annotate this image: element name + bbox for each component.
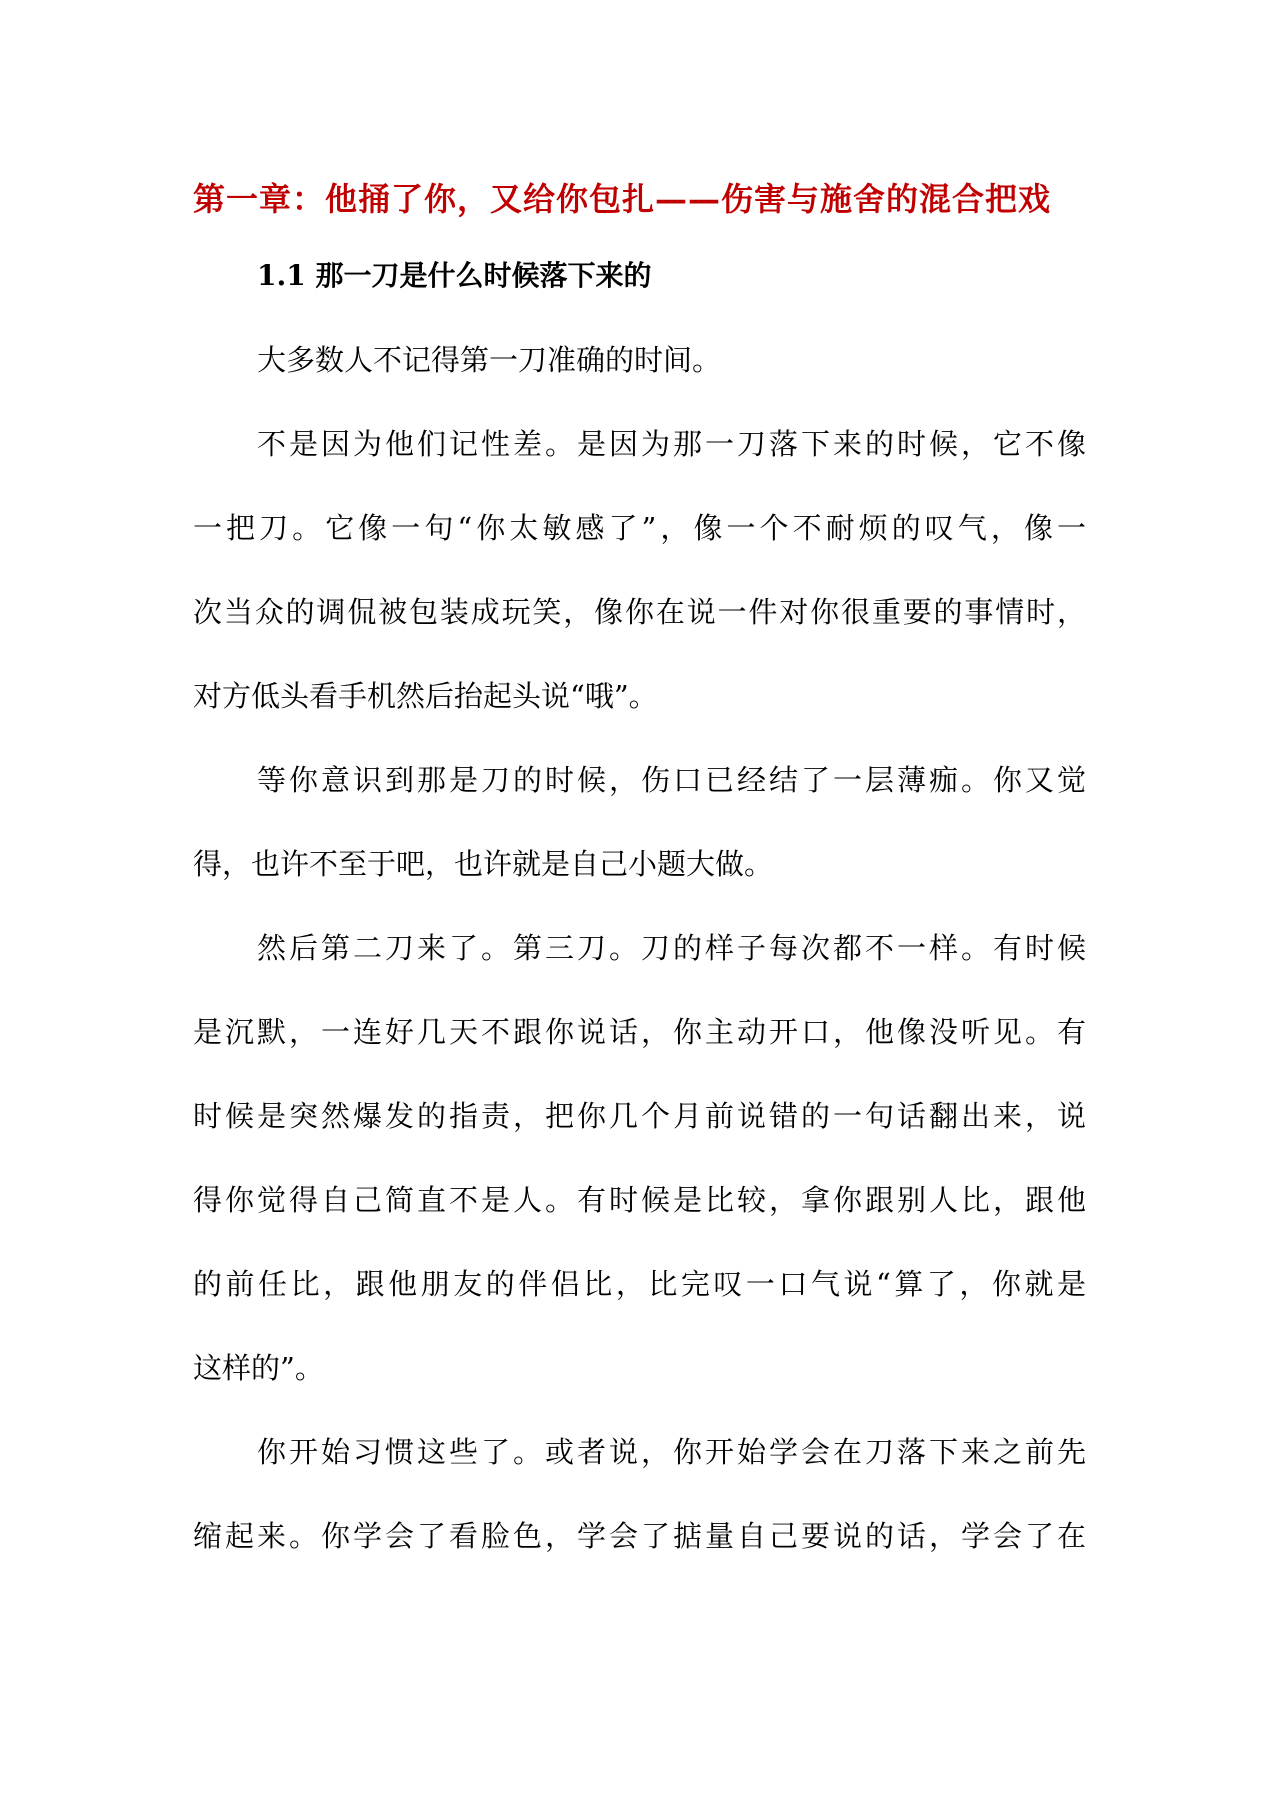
paragraph-line: 次当众的调侃被包装成玩笑，像你在说一件对你很重要的事情时，	[193, 595, 1086, 629]
paragraph-line: 对方低头看手机然后抬起头说“哦”。	[193, 679, 658, 713]
paragraph-line: 缩起来。你学会了看脸色，学会了掂量自己要说的话，学会了在	[193, 1519, 1086, 1553]
paragraph-line: 得，也许不至于吧，也许就是自己小题大做。	[193, 847, 774, 881]
paragraph-line: 你开始习惯这些了。或者说，你开始学会在刀落下来之前先	[257, 1435, 1086, 1469]
paragraph-line: 然后第二刀来了。第三刀。刀的样子每次都不一样。有时候	[257, 931, 1086, 965]
paragraph-line: 是沉默，一连好几天不跟你说话，你主动开口，他像没听见。有	[193, 1015, 1086, 1049]
paragraph	[193, 318, 1086, 402]
body-text	[193, 318, 1086, 1578]
paragraph-line: 等你意识到那是刀的时候，伤口已经结了一层薄痂。你又觉	[257, 763, 1086, 797]
chapter-title: 第一章：他捅了你，又给你包扎——伤害与施舍的混合把戏	[193, 180, 1052, 218]
paragraph-line: 时候是突然爆发的指责，把你几个月前说错的一句话翻出来，说	[193, 1099, 1086, 1133]
section-title: 1.1 那一刀是什么时候落下来的	[257, 259, 652, 292]
paragraph-line: 一把刀。它像一句“你太敏感了”，像一个不耐烦的叹气，像一	[193, 511, 1086, 545]
paragraph-line: 大多数人不记得第一刀准确的时间。	[257, 343, 722, 377]
paragraph	[193, 402, 1086, 738]
paragraph-line: 这样的”。	[193, 1351, 324, 1385]
paragraph-line: 得你觉得自己简直不是人。有时候是比较，拿你跟别人比，跟他	[193, 1183, 1086, 1217]
paragraph-line: 不是因为他们记性差。是因为那一刀落下来的时候，它不像	[257, 427, 1086, 461]
document-content	[193, 164, 1086, 1578]
paragraph	[193, 906, 1086, 1410]
paragraph	[193, 1410, 1086, 1578]
paragraph	[193, 738, 1086, 906]
paragraph-line: 的前任比，跟他朋友的伴侣比，比完叹一口气说“算了，你就是	[193, 1267, 1086, 1301]
